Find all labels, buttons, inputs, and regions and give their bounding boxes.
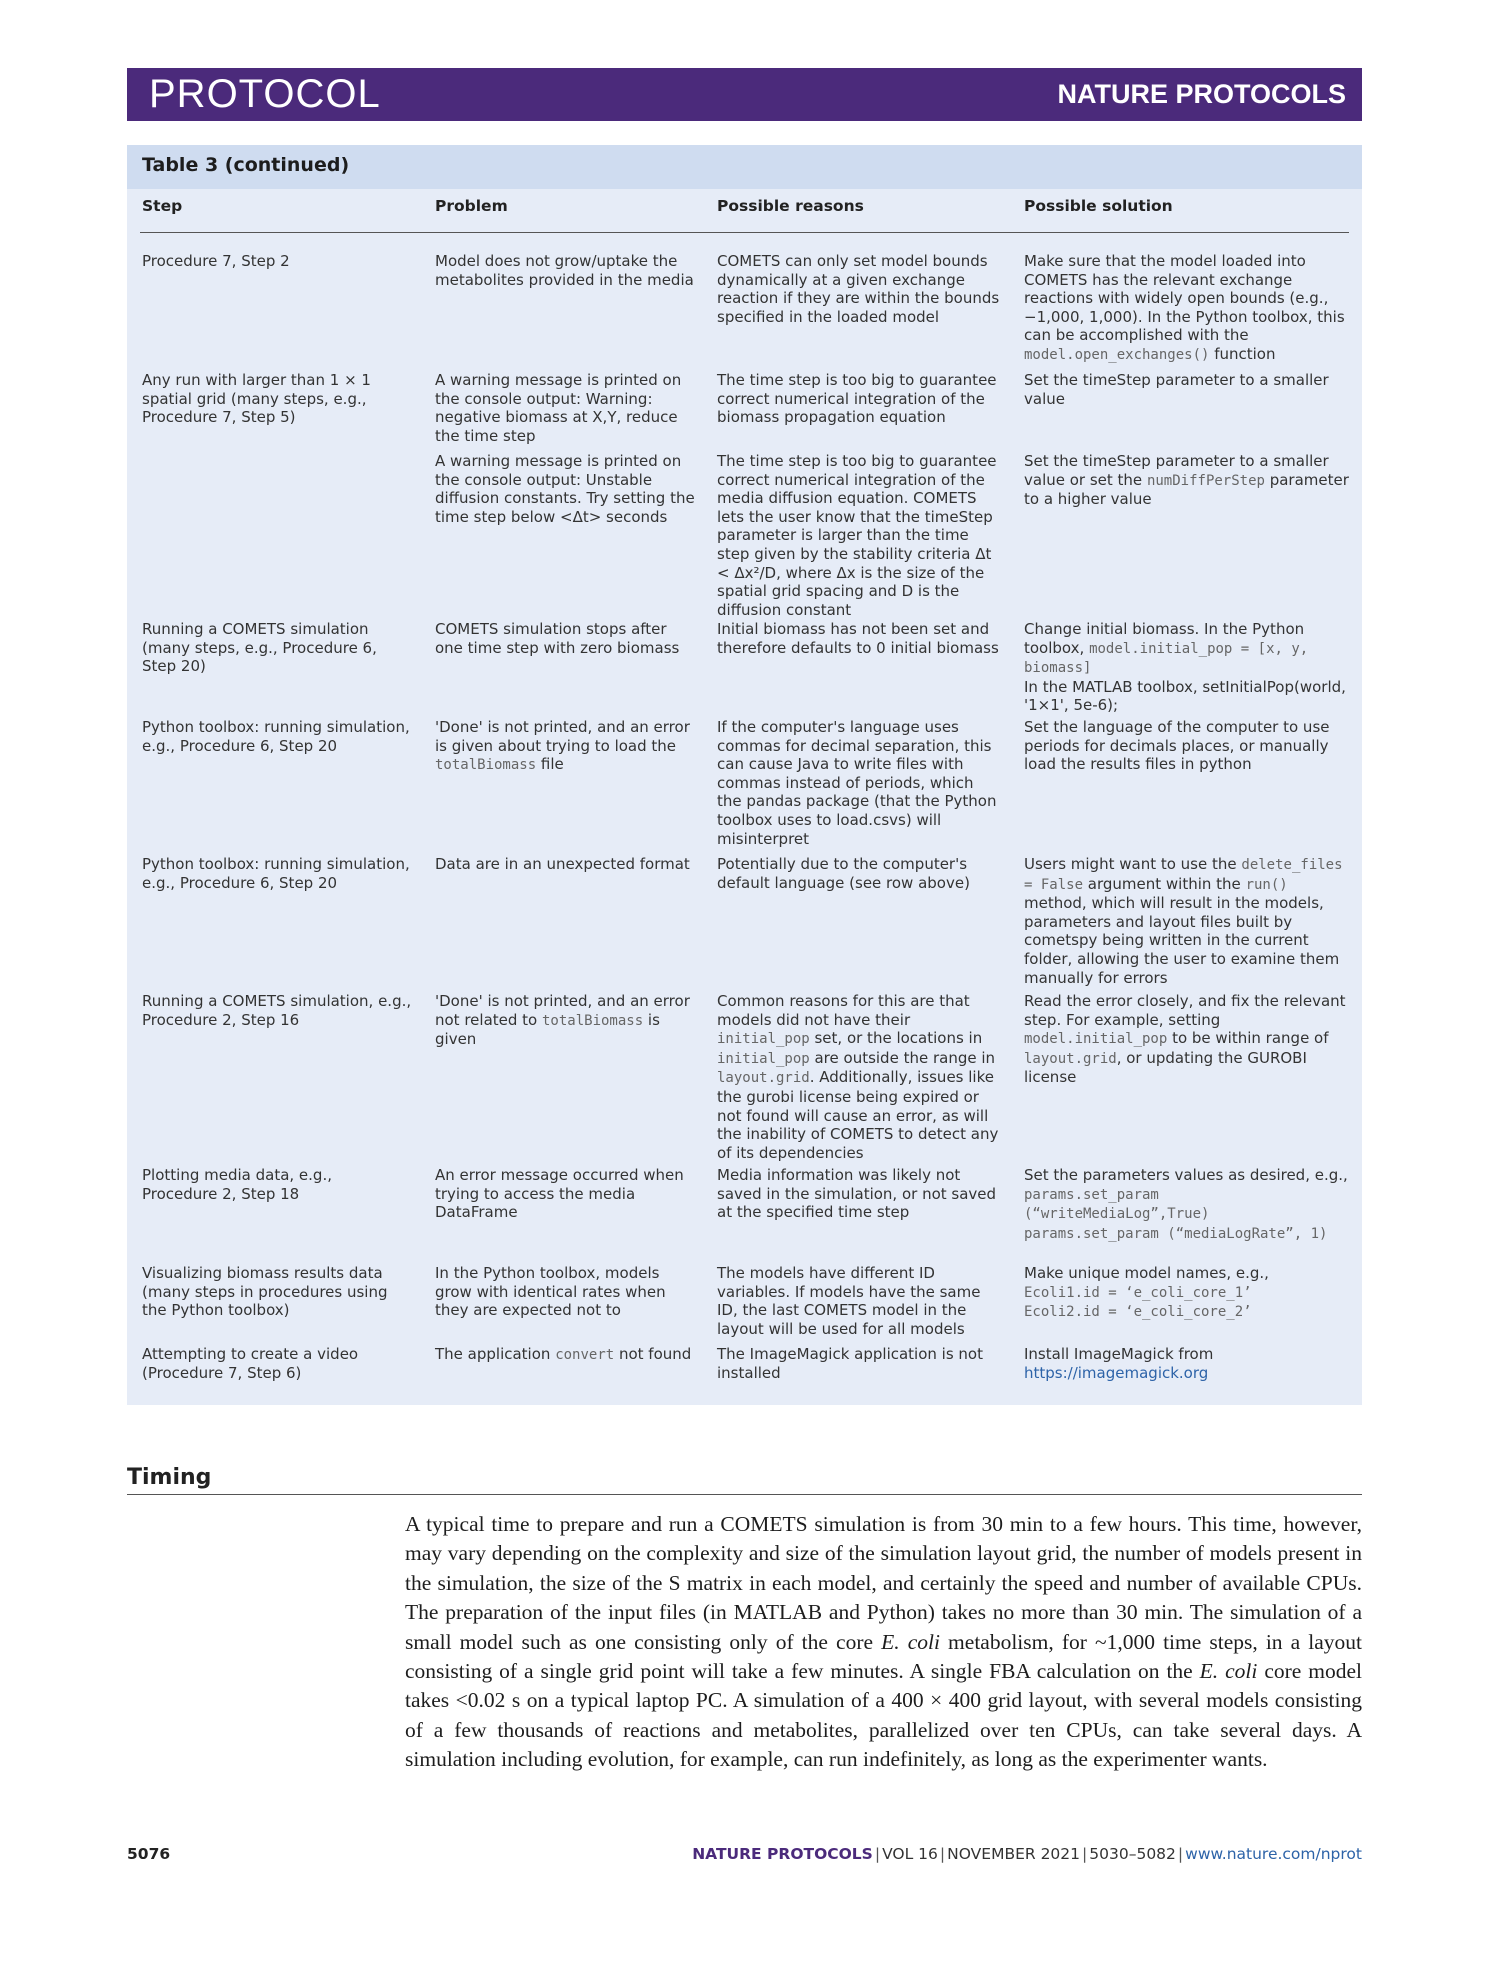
- cell-reason: Initial biomass has not been set and therefore defaults to 0 initial biomass: [717, 620, 999, 657]
- cell-reason: The ImageMagick application is not installed: [717, 1345, 983, 1382]
- section-title-timing: Timing: [127, 1465, 212, 1490]
- code-snippet: run(): [1245, 876, 1288, 893]
- cell-reason: COMETS can only set model bounds dynamically at a given exchange reaction if they are within the bounds specified in the loaded model: [717, 252, 1000, 326]
- header-rule: [140, 232, 1349, 233]
- footer-volume: VOL 16: [882, 1845, 938, 1863]
- cell-solution: Make sure that the model loaded into COMETS has the relevant exchange reactions with widely open bounds (e.g., −1,000, 1,000). In the Python toolbox, this can be accomplished with the model.open_exchanges() function: [1024, 252, 1345, 363]
- cell-step: Plotting media data, e.g., Procedure 2, Step 18: [142, 1166, 332, 1203]
- cell-reason: Common reasons for this are that models did not have their initial_pop set, or the locations in initial_pop are outside the range in layout.grid. Additionally, issues like the gurobi license being expired or not found will cause an error, as will the inability of COMETS to detect any of its dependencies: [717, 992, 999, 1162]
- code-snippet: totalBiomass: [542, 1012, 644, 1029]
- footer-citation: NATURE PROTOCOLS | VOL 16 | NOVEMBER 2021 | 5030–5082 | www.nature.com/nprot: [692, 1845, 1362, 1863]
- cell-problem: Data are in an unexpected format: [435, 855, 690, 873]
- cell-problem: In the Python toolbox, models grow with identical rates when they are expected not to: [435, 1264, 666, 1320]
- cell-solution: Users might want to use the delete_files = False argument within the run() method, which will result in the models, parameters and layout files built by cometspy being written in the current folder, allowing the user to examine them manually for errors: [1024, 855, 1343, 987]
- table-caption: Table 3 (continued): [127, 145, 1362, 189]
- cell-problem: COMETS simulation stops after one time step with zero biomass: [435, 620, 680, 657]
- code-snippet: initial_pop: [717, 1050, 810, 1067]
- code-snippet: Ecoli1.id = ‘e_coli_core_1’: [1024, 1284, 1252, 1301]
- code-snippet: Ecoli2.id = ‘e_coli_core_2’: [1024, 1304, 1252, 1321]
- cell-problem: 'Done' is not printed, and an error is given about trying to load the totalBiomass file: [435, 718, 690, 774]
- footer-url[interactable]: www.nature.com/nprot: [1185, 1845, 1362, 1863]
- col-head-problem: Problem: [435, 197, 508, 215]
- cell-step: Python toolbox: running simulation, e.g., Procedure 6, Step 20: [142, 718, 410, 755]
- code-snippet: layout.grid: [1024, 1050, 1117, 1067]
- cell-reason: The time step is too big to guarantee correct numerical integration of the media diffusion equation. COMETS lets the user know that the timeStep parameter is larger than the time step given by the stability criteria Δt < Δx²/D, where Δx is the size of the spatial grid spacing and D is the diffusion constant: [717, 452, 997, 619]
- cell-problem: A warning message is printed on the console output: Unstable diffusion constants. Try setting the time step below <Δt> seconds: [435, 452, 695, 526]
- footer-date: NOVEMBER 2021: [947, 1845, 1081, 1863]
- cell-step: Any run with larger than 1 × 1 spatial grid (many steps, e.g., Procedure 7, Step 5): [142, 371, 371, 427]
- cell-solution: Set the language of the computer to use periods for decimals places, or manually load the results files in python: [1024, 718, 1330, 774]
- cell-problem: An error message occurred when trying to access the media DataFrame: [435, 1166, 684, 1222]
- col-head-solution: Possible solution: [1024, 197, 1173, 215]
- cell-step: Procedure 7, Step 2: [142, 252, 290, 270]
- imagemagick-link[interactable]: https://imagemagick.org: [1024, 1363, 1209, 1382]
- timing-paragraph: A typical time to prepare and run a COMETS simulation is from 30 min to a few hours. This time, however, may vary depending on the complexity and size of the simulation layout grid, the number of models present in the simulation, the size of the S matrix in each model, and certainly the speed and number of available CPUs. The preparation of the input files (in MATLAB and Python) takes no more than 30 min. The simulation of a small model such as one consisting only of the core E. coli metabolism, for ~1,000 time steps, in a layout consisting of a single grid point will take a few minutes. A single FBA calculation on the E. coli core model takes <0.02 s on a typical laptop PC. A simulation of a 400 × 400 grid layout, with several models consisting of a few thousands of reactions and metabolites, parallelized over ten CPUs, can take several days. A simulation including evolution, for example, can run indefinitely, as long as the experimenter wants.: [405, 1512, 1363, 1772]
- cell-step: Running a COMETS simulation (many steps, e.g., Procedure 6, Step 20): [142, 620, 377, 676]
- cell-reason: Potentially due to the computer's default language (see row above): [717, 855, 970, 892]
- cell-problem: Model does not grow/uptake the metabolites provided in the media: [435, 252, 694, 289]
- code-snippet: totalBiomass: [435, 757, 537, 774]
- cell-reason: Media information was likely not saved in the simulation, or not saved at the specified time step: [717, 1166, 997, 1222]
- cell-solution: Read the error closely, and fix the relevant step. For example, setting model.initial_pop to be within range of layout.grid, or updating the GUROBI license: [1024, 992, 1346, 1087]
- footer-journal: NATURE PROTOCOLS: [692, 1845, 873, 1863]
- cell-step: Running a COMETS simulation, e.g., Procedure 2, Step 16: [142, 992, 412, 1029]
- section-label: PROTOCOL: [149, 72, 381, 116]
- code-snippet: numDiffPerStep: [1146, 472, 1265, 489]
- cell-reason: If the computer's language uses commas for decimal separation, this can cause Java to write files with commas instead of periods, which the pandas package (that the Python toolbox uses to load.csvs) will misinterpret: [717, 718, 997, 848]
- cell-problem: A warning message is printed on the console output: Warning: negative biomass at X,Y, reduce the time step: [435, 371, 682, 445]
- cell-solution: Set the parameters values as desired, e.g., params.set_param (“writeMediaLog”,True) params.set_param (“mediaLogRate”, 1): [1024, 1166, 1348, 1242]
- code-snippet: params.set_param (“writeMediaLog”,True) params.set_param (“mediaLogRate”, 1): [1024, 1186, 1328, 1242]
- section-rule: [127, 1494, 1362, 1495]
- cell-reason: The time step is too big to guarantee correct numerical integration of the biomass propagation equation: [717, 371, 997, 427]
- page-number: 5076: [127, 1845, 171, 1863]
- cell-problem: 'Done' is not printed, and an error not related to totalBiomass is given: [435, 992, 690, 1049]
- footer-pages: 5030–5082: [1089, 1845, 1176, 1863]
- cell-step: Attempting to create a video (Procedure 7, Step 6): [142, 1345, 359, 1382]
- cell-step: Visualizing biomass results data (many steps in procedures using the Python toolbox): [142, 1264, 388, 1320]
- cell-solution: Install ImageMagick from https://imagemagick.org: [1024, 1345, 1214, 1382]
- code-snippet: initial_pop: [717, 1031, 810, 1048]
- col-head-step: Step: [142, 197, 183, 215]
- code-snippet: convert: [555, 1347, 615, 1363]
- cell-solution: Make unique model names, e.g., Ecoli1.id = ‘e_coli_core_1’ Ecoli2.id = ‘e_coli_core_2’: [1024, 1264, 1269, 1321]
- cell-solution: Change initial biomass. In the Python toolbox, model.initial_pop = [x, y, biomass] In the MATLAB toolbox, setInitialPop(world, '1×1', 5e-6);: [1024, 620, 1346, 715]
- cell-problem: The application convert not found: [435, 1345, 692, 1363]
- code-snippet: delete_files = False: [1024, 857, 1343, 893]
- code-snippet: layout.grid: [717, 1070, 810, 1087]
- journal-label: NATURE PROTOCOLS: [1057, 79, 1346, 109]
- col-head-reasons: Possible reasons: [717, 197, 864, 215]
- cell-solution: Set the timeStep parameter to a smaller value: [1024, 371, 1329, 408]
- code-snippet: model.open_exchanges(): [1024, 346, 1210, 363]
- troubleshooting-table: [127, 145, 1362, 1405]
- header-banner: [127, 68, 1362, 121]
- cell-solution: Set the timeStep parameter to a smaller value or set the numDiffPerStep parameter to a higher value: [1024, 452, 1349, 509]
- code-snippet: model.initial_pop: [1024, 1031, 1168, 1048]
- cell-step: Python toolbox: running simulation, e.g., Procedure 6, Step 20: [142, 855, 410, 892]
- cell-reason: The models have different ID variables. If models have the same ID, the last COMETS model in the layout will be used for all models: [717, 1264, 981, 1338]
- code-snippet: model.initial_pop = [x, y, biomass]: [1024, 640, 1309, 677]
